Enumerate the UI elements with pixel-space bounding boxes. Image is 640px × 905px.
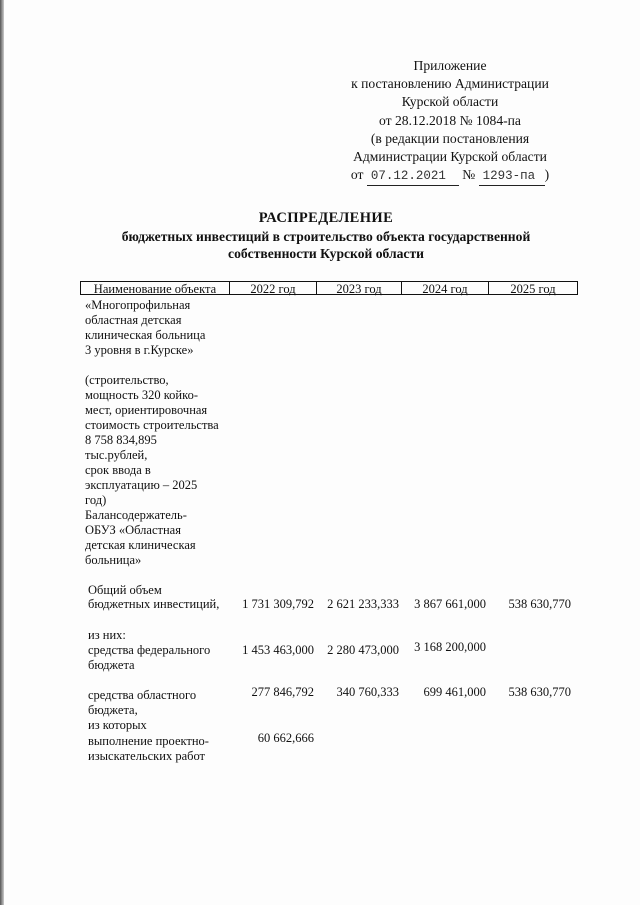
regional-label-line-1: средства областного: [88, 688, 197, 702]
design-label-line-2: изыскательских работ: [88, 749, 206, 763]
amend-number-sign: №: [462, 167, 476, 183]
amend-close: ): [544, 167, 550, 183]
appendix-line: к постановлению Администрации: [351, 76, 549, 92]
header-2023: 2023 год: [316, 281, 402, 295]
federal-value-2023: 2 280 473,000: [327, 643, 399, 657]
object-desc-line: стоимость строительства: [85, 418, 219, 432]
header-2022: 2022 год: [229, 281, 317, 295]
object-desc-line: «Многопрофильная: [85, 298, 191, 312]
design-value-2022: 60 662,666: [257, 731, 314, 745]
object-desc-line: срок ввода в: [85, 463, 151, 477]
object-desc-line: мест, ориентировочная: [85, 403, 208, 417]
total-value-2022: 1 731 309,792: [242, 597, 314, 611]
header-object-name: Наименование объекта: [80, 281, 230, 295]
regional-label-line-3: из которых: [88, 718, 147, 732]
document-subtitle-line-1: бюджетных инвестиций в строительство объекта государственной: [121, 229, 531, 244]
object-desc-line: больница»: [85, 553, 142, 567]
total-label-line-2: бюджетных инвестиций,: [88, 597, 220, 611]
document-subtitle-line-2: собственности Курской области: [228, 246, 424, 261]
object-desc-line: тыс.рублей,: [85, 448, 148, 462]
regional-value-2022: 277 846,792: [251, 685, 314, 699]
federal-label-line-1: средства федерального: [88, 643, 211, 657]
appendix-line: [330, 166, 570, 186]
appendix-original-date: 28.12.2018 № 1084-па: [395, 112, 521, 128]
object-desc-line: мощность 320 койко-: [85, 388, 198, 402]
regional-value-2025: 538 630,770: [508, 685, 571, 699]
federal-label-line-2: бюджета: [88, 658, 135, 672]
regional-value-2024: 699 461,000: [423, 685, 486, 699]
amend-from: от: [350, 167, 364, 183]
object-desc-line: 3 уровня в г.Курске»: [85, 343, 194, 357]
regional-value-2023: 340 760,333: [336, 685, 399, 699]
appendix-line: (в редакции постановления: [370, 130, 530, 146]
federal-value-2024: 3 168 200,000: [414, 640, 486, 654]
header-2024: 2024 год: [401, 281, 489, 295]
object-desc-line: эксплуатацию – 2025: [85, 478, 198, 492]
object-desc-line: областная детская: [85, 313, 182, 327]
object-desc-line: ОБУЗ «Областная: [85, 523, 181, 537]
total-label-line-1: Общий объем: [88, 583, 162, 597]
document-title: РАСПРЕДЕЛЕНИЕ: [258, 210, 394, 226]
appendix-from: от: [379, 112, 392, 128]
appendix-line: Администрации Курской области: [353, 149, 547, 165]
object-desc-line: клиническая больница: [85, 328, 206, 342]
total-value-2024: 3 867 661,000: [414, 597, 486, 611]
design-label-line-1: выполнение проектно-: [88, 734, 209, 748]
total-value-2023: 2 621 233,333: [327, 597, 399, 611]
object-desc-line: 8 758 834,895: [85, 433, 157, 447]
appendix-line: Приложение: [413, 58, 487, 73]
object-desc-line: Балансодержатель-: [85, 508, 187, 522]
scan-edge: [0, 0, 4, 905]
regional-label-line-2: бюджета,: [88, 703, 138, 717]
amend-number: 1293-па: [479, 167, 545, 186]
header-2025: 2025 год: [488, 281, 578, 295]
of-them-label: из них:: [88, 628, 126, 642]
object-desc-line: детская клиническая: [85, 538, 196, 552]
appendix-block: [330, 57, 570, 186]
appendix-line: [330, 112, 570, 130]
object-desc-line: год): [85, 493, 107, 507]
federal-value-2022: 1 453 463,000: [242, 643, 314, 657]
total-value-2025: 538 630,770: [508, 597, 571, 611]
amend-date: 07.12.2021: [367, 167, 459, 186]
object-desc-line: (строительство,: [85, 373, 169, 387]
appendix-line: Курской области: [401, 94, 499, 110]
